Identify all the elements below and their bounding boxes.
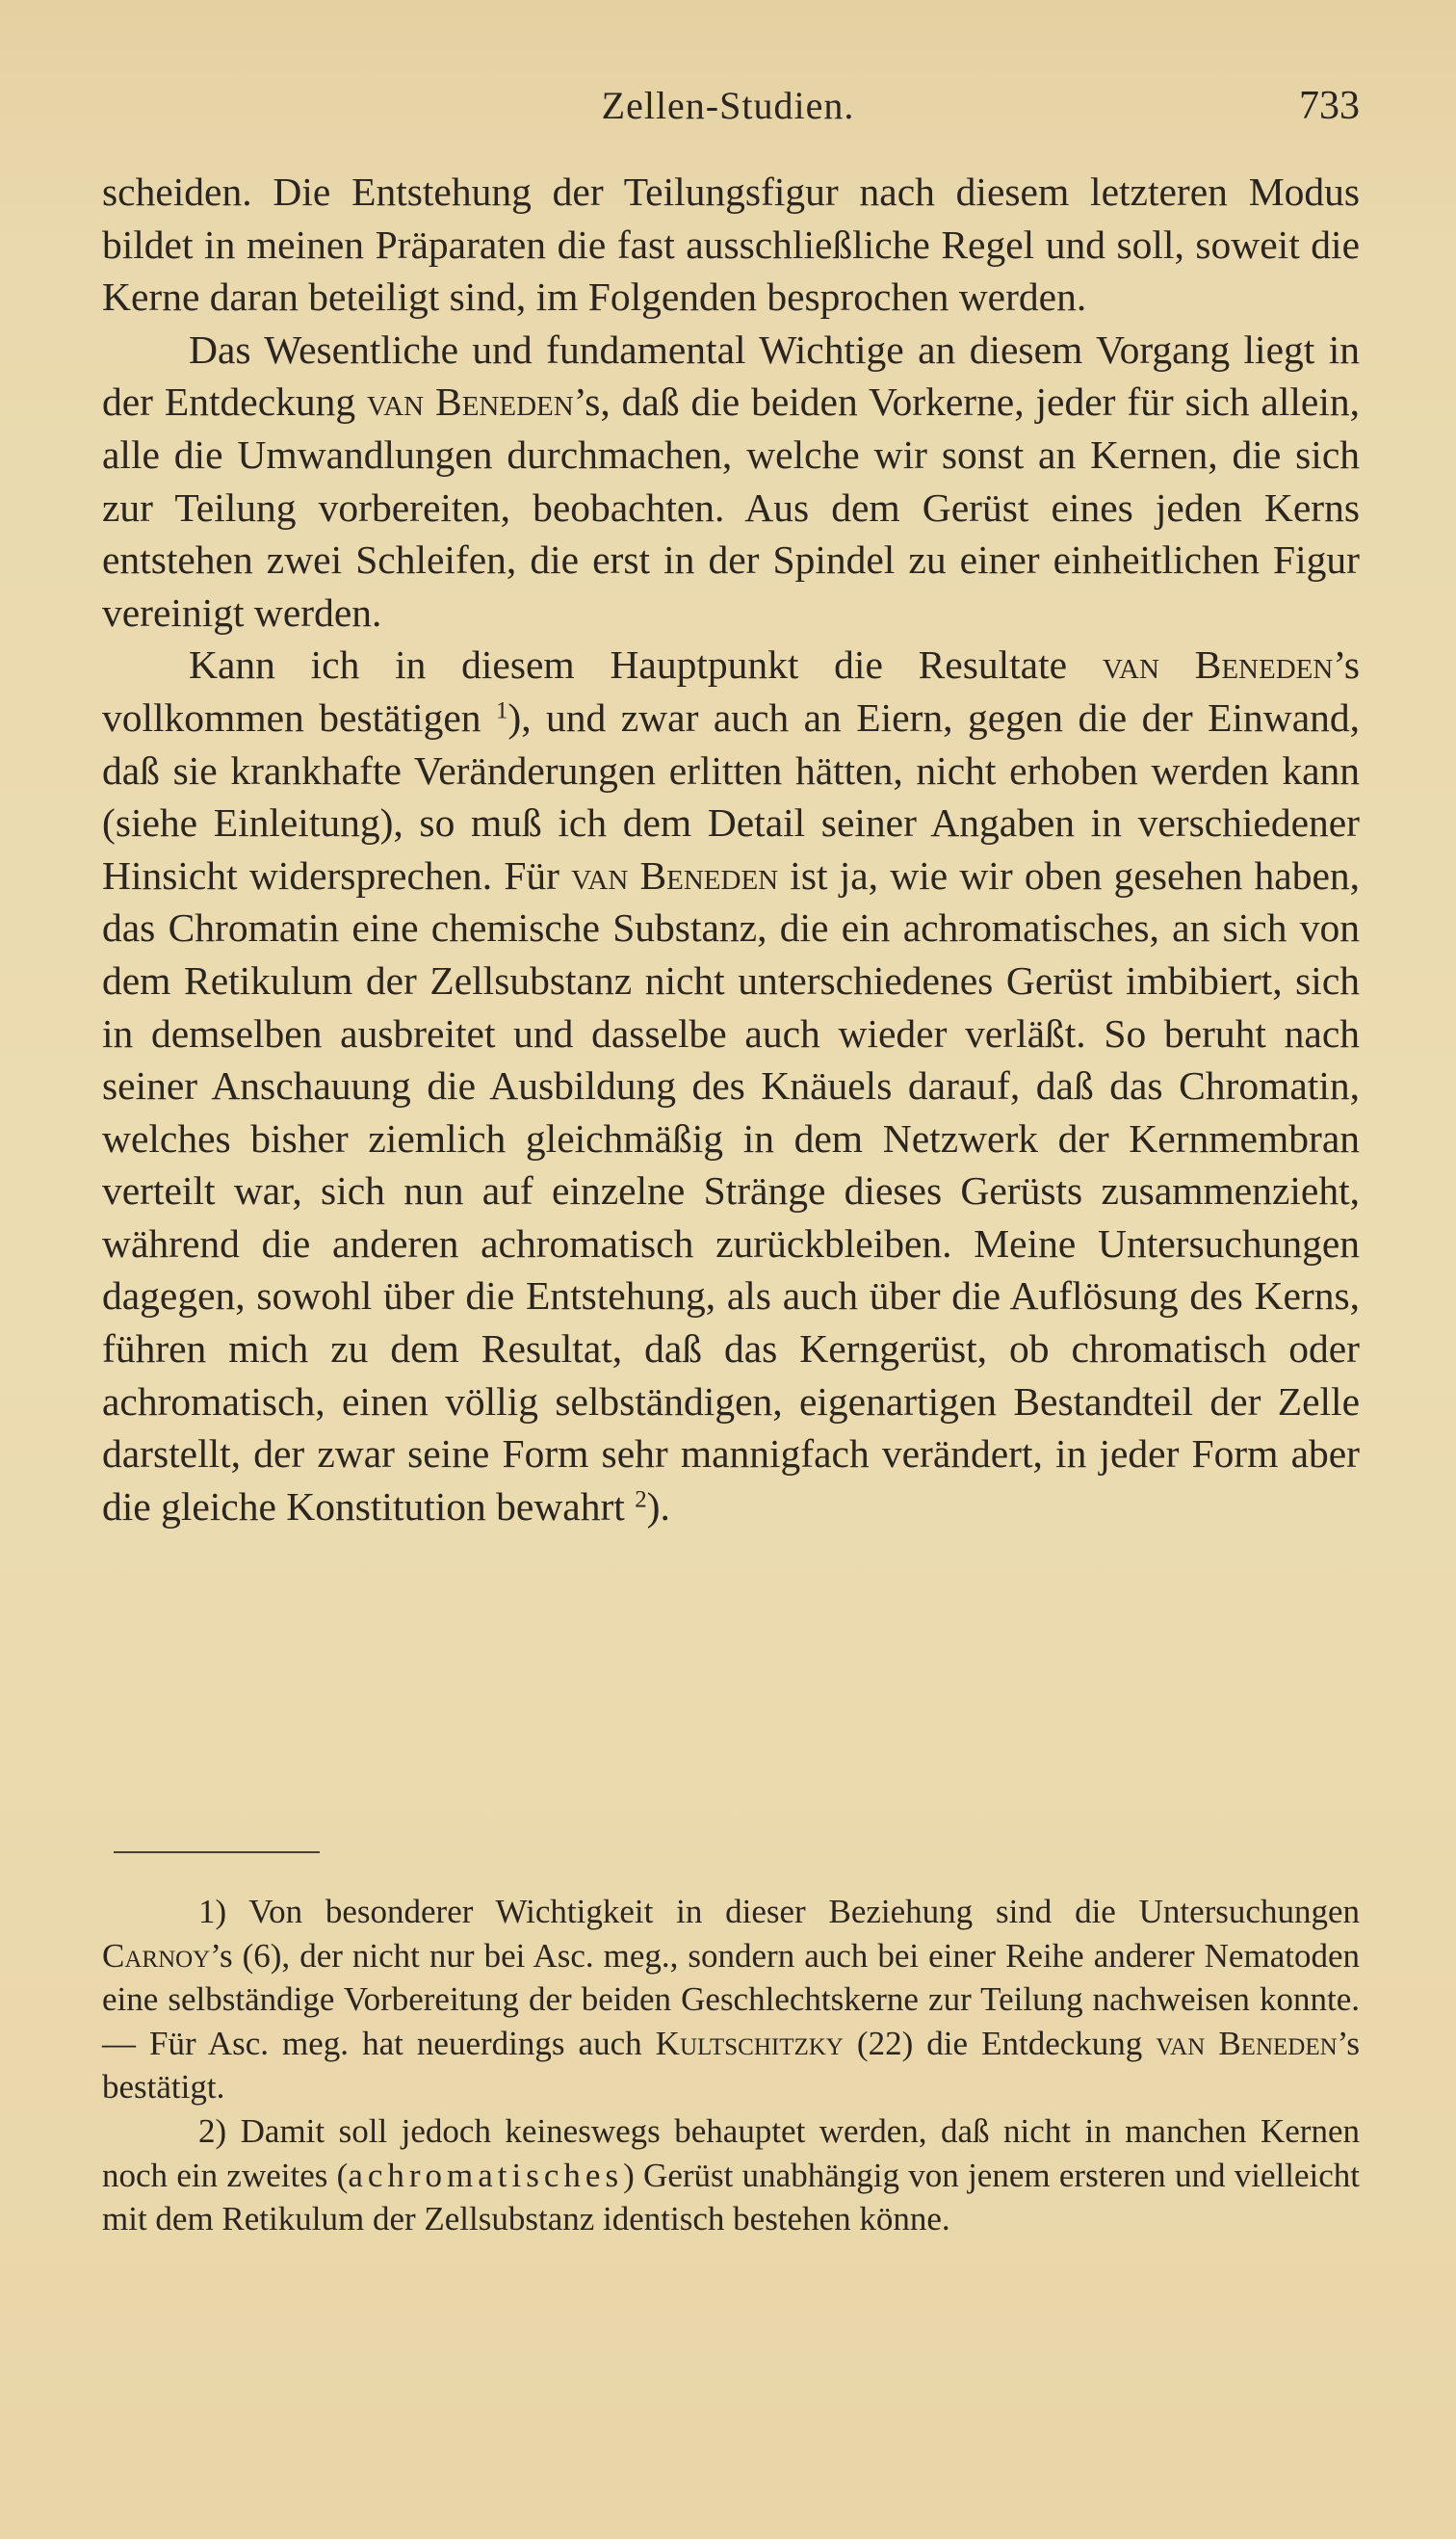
running-title: Zellen-Studien. bbox=[601, 84, 855, 127]
footnote-2-text-a: 2) Damit soll jedoch keineswegs behauptet werden, daß nicht in manchen Kernen noch ein zweites ( bbox=[102, 2111, 1360, 2194]
footnote-1-text-b: ’s (6), der nicht nur bei Asc. meg., sondern auch bei einer Reihe anderer Nematoden eine selbständige Vorbereitung der beiden Geschlechtskerne zur Teilung nachweisen konnte. — Für Asc. meg. hat neuerdings auch bbox=[102, 1936, 1360, 2062]
paragraph-1: scheiden. Die Entstehung der Teilungsfigur nach diesem letzteren Modus bildet in meinen Präparaten die fast ausschließliche Regel und soll, soweit die Kerne daran beteiligt sind, im Folgenden besprochen werden. bbox=[102, 170, 1360, 320]
paragraph-3-text-e: ). bbox=[646, 1483, 670, 1529]
paragraph-2-text-a: Das Wesentliche und fundamental Wichtige an diesem Vorgang liegt in der Entdeckung bbox=[102, 327, 1360, 425]
footnote-1-text-c: (22) die Entdeckung bbox=[843, 2024, 1157, 2062]
spaced-emphasis: achromatisches bbox=[348, 2156, 624, 2194]
page-number: 733 bbox=[1299, 84, 1360, 128]
footnote-1-text-a: 1) Von besonderer Wichtigkeit in dieser Beziehung sind die Untersuchungen bbox=[198, 1893, 1360, 1930]
footnote-1 bbox=[102, 1890, 1360, 2109]
author-name: van Beneden bbox=[1156, 2024, 1338, 2062]
paragraph-2 bbox=[102, 324, 1360, 640]
footnote-1-text-d: ’s bestätigt. bbox=[102, 2024, 1361, 2107]
author-name: van Beneden bbox=[367, 380, 574, 425]
author-name: van Beneden bbox=[1102, 642, 1334, 688]
footnote-ref-2: 2 bbox=[635, 1486, 647, 1513]
paragraph-3 bbox=[102, 639, 1360, 1532]
paragraph-3-text-c: ), und zwar auch an Eiern, gegen die der Einwand, daß sie krankhafte Veränderungen erlitten hätten, nicht erhoben werden kann (siehe Einleitung), so muß ich dem Detail seiner Angaben in verschiedener Hinsicht widersprechen. Für bbox=[102, 694, 1360, 898]
author-name: Kultschitzky bbox=[655, 2024, 844, 2062]
footnote-ref-1: 1 bbox=[495, 697, 508, 724]
paragraph-2-text-b: ’s, daß die beiden Vorkerne, jeder für sich allein, alle die Umwandlungen durchmachen, welche wir sonst an Kernen, die sich zur Teilung vorbereiten, beobachten. Aus dem Gerüst eines jeden Kerns entstehen zwei Schleifen, die erst in der Spindel zu einer einheitlichen Figur vereinigt werden. bbox=[102, 380, 1360, 635]
paragraph-3-text-a: Kann ich in diesem Hauptpunkt die Resultate bbox=[189, 642, 1103, 688]
footnote-divider bbox=[114, 1851, 320, 1853]
author-name: Carnoy bbox=[102, 1936, 211, 1975]
paragraph-3-text-b: ’s vollkommen bestätigen bbox=[102, 642, 1360, 740]
footnotes bbox=[102, 1890, 1360, 2241]
paragraph-3-text-d: ist ja, wie wir oben gesehen haben, das Chromatin eine chemische Substanz, die ein achromatisches, an sich von dem Retikulum der Zellsubstanz nicht unterschiedenes Gerüst imbibiert, sich in demselben ausbreitet und dasselbe auch wieder verläßt. So beruht nach seiner Anschauung die Ausbildung des Knäuels darauf, daß das Chromatin, welches bisher ziemlich gleichmäßig in dem Netzwerk der Kernmembran verteilt war, sich nun auf einzelne Stränge dieses Gerüsts zusammenzieht, während die anderen achromatisch zurückbleiben. Meine Untersuchungen dagegen, sowohl über die Entstehung, als auch über die Auflösung des Kerns, führen mich zu dem Resultat, daß das Kerngerüst, ob chromatisch oder achromatisch, einen völlig selbständigen, eigenartigen Bestandteil der Zelle darstellt, der zwar seine Form sehr mannigfach verändert, in jeder Form aber die gleiche Konstitution bewahrt bbox=[102, 852, 1360, 1529]
footnote-2-text-b: ) Gerüst unabhängig von jenem ersteren und vielleicht mit dem Retikulum der Zellsubstanz identisch bestehen könne. bbox=[102, 2156, 1360, 2238]
footnote-2 bbox=[102, 2109, 1360, 2241]
author-name: van Beneden bbox=[571, 852, 779, 898]
body-text bbox=[102, 166, 1360, 1532]
page-header bbox=[0, 83, 1456, 141]
